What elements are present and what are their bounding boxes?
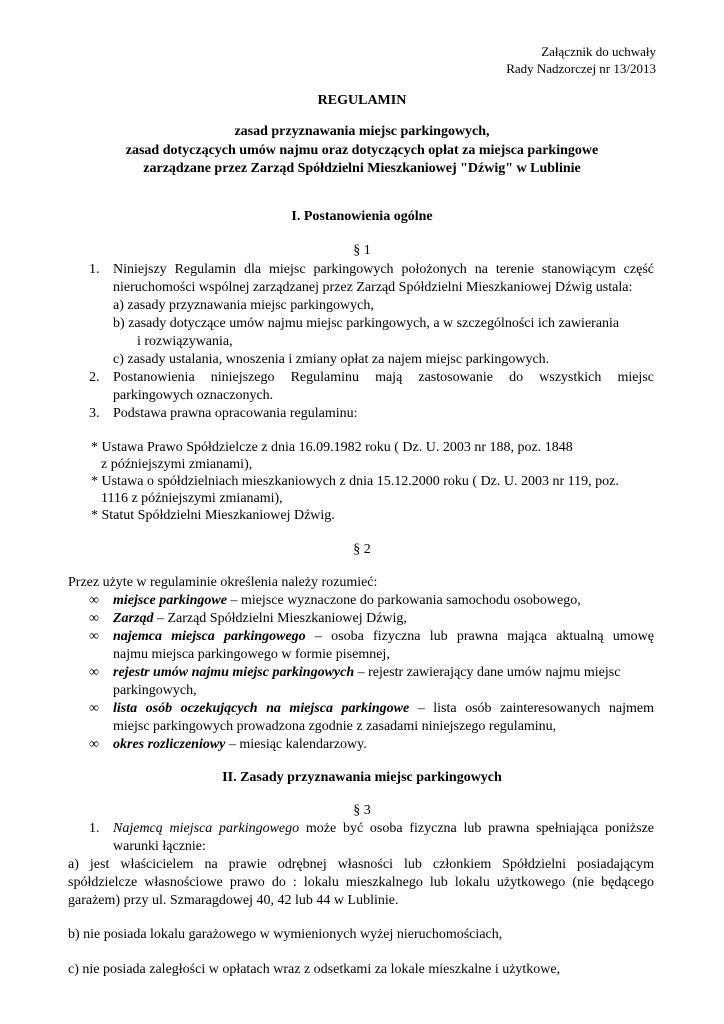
definition-term: najemca miejsca parkingowego (113, 629, 306, 644)
definition-term: Zarząd (113, 611, 154, 626)
definition-term: okres rozliczeniowy (113, 737, 226, 752)
law-reference-1: * Ustawa Prawo Spółdzielcze z dnia 16.09.1982 roku ( Dz. U. 2003 nr 188, poz. 1848 (91, 440, 573, 455)
definition-3-cont: najmu miejsca parkingowego w formie pisemnej, (113, 647, 390, 662)
condition-a-cont-2: garażem) przy ul. Szmaragdowej 40, 42 lub 44 w Lublinie. (68, 893, 399, 908)
bullet-icon: ∞ (89, 701, 99, 716)
definition-4 (113, 665, 620, 681)
section-1-heading: I. Postanowienia ogólne (291, 209, 433, 224)
definition-text: – osoba fizyczna lub prawna mająca aktualną umowę (305, 629, 654, 644)
definitions-intro: Przez użyte w regulaminie określenia należy rozumieć: (68, 575, 378, 590)
definition-5-cont: miejsc parkingowych prowadzona zgodnie z zasadami niniejszego regulaminu, (113, 719, 557, 734)
tenant-term: Najemcą miejsca parkingowego (113, 821, 300, 836)
attachment-note: Załącznik do uchwały (541, 44, 656, 59)
item-number: 1. (89, 262, 100, 277)
bullet-icon: ∞ (89, 665, 99, 680)
item-1-b-cont: i rozwiązywania, (137, 334, 233, 349)
definition-5 (113, 701, 654, 717)
law-reference-2-cont: 1116 z późniejszymi zmianami), (101, 491, 283, 506)
item-1-b: b) zasady dotyczące umów najmu miejsc parkingowych, a w szczególności ich zawierania (113, 316, 620, 331)
law-reference-2: * Ustawa o spółdzielniach mieszkaniowych z dnia 15.12.2000 roku ( Dz. U. 2003 nr 119, poz. (91, 474, 619, 489)
condition-c: c) nie posiada zaległości w opłatach wraz z odsetkami za lokale mieszkalne i użytkowe, (68, 962, 561, 977)
bullet-icon: ∞ (89, 611, 99, 626)
definition-text: – lista osób zainteresowanych najmem (409, 701, 654, 716)
item-2-text: Postanowienia niniejszego Regulaminu mają zastosowanie do wszystkich miejsc (113, 370, 654, 385)
bullet-icon: ∞ (89, 737, 99, 752)
definition-3 (113, 629, 654, 645)
resolution-number: Rady Nadzorczej nr 13/2013 (506, 61, 656, 76)
definition-6 (113, 737, 367, 753)
item-number: 3. (89, 406, 100, 421)
definition-term: rejestr umów najmu miejsc parkingowych (113, 665, 355, 680)
law-reference-1-cont: z późniejszymi zmianami), (101, 457, 253, 472)
item-1-a: a) zasady przyznawania miejsc parkingowych, (113, 298, 374, 313)
item-number: 1. (89, 821, 100, 836)
item-1-c: c) zasady ustalania, wnoszenia i zmiany opłat za najem miejsc parkingowych. (113, 352, 550, 367)
paragraph-2-heading: § 2 (353, 542, 371, 557)
condition-a: a) jest właścicielem na prawie odrębnej własności lub członkiem Spółdzielni posiadającym (68, 857, 654, 872)
definition-text: – miesiąc kalendarzowy. (225, 737, 367, 752)
item-1-text: Niniejszy Regulamin dla miejsc parkingowych położonych na terenie stanowiącym część (113, 262, 654, 277)
definition-1 (113, 593, 581, 609)
section-2-heading: II. Zasady przyznawania miejsc parkingowych (222, 770, 502, 785)
paragraph-3-heading: § 3 (353, 803, 371, 818)
item-3-text: Podstawa prawna opracowania regulaminu: (113, 406, 358, 421)
law-reference-3: * Statut Spółdzielni Mieszkaniowej Dźwig. (91, 508, 335, 523)
definition-term: lista osób oczekujących na miejsca parkingowe (113, 701, 410, 716)
definition-text: – miejsce wyznaczone do parkowania samochodu osobowego, (226, 593, 581, 608)
definition-2 (113, 611, 407, 627)
item-number: 2. (89, 370, 100, 385)
definition-4-cont: parkingowych, (113, 683, 197, 698)
subtitle-line-2: zasad dotyczących umów najmu oraz dotyczących opłat za miejsca parkingowe (125, 143, 599, 158)
item-1-text-cont: nieruchomości wspólnej zarządzanej przez Zarząd Spółdzielni Mieszkaniowej Dźwig ustala: (113, 280, 633, 295)
subtitle-line-3: zarządzane przez Zarząd Spółdzielni Mieszkaniowej "Dźwig" w Lublinie (143, 161, 581, 176)
condition-a-cont: spółdzielcze własnościowe prawo do : lokalu mieszkalnego lub lokalu użytkowego (nie będącego (68, 875, 654, 890)
subtitle-line-1: zasad przyznawania miejsc parkingowych, (234, 124, 490, 139)
section-2-item-1 (113, 821, 654, 837)
item-2-text-cont: parkingowych oznaczonych. (113, 388, 274, 403)
bullet-icon: ∞ (89, 593, 99, 608)
bullet-icon: ∞ (89, 629, 99, 644)
item-text: może być osoba fizyczna lub prawna spełniająca poniższe (299, 821, 654, 836)
document-title: REGULAMIN (317, 93, 407, 108)
paragraph-1-heading: § 1 (353, 243, 371, 258)
section-2-item-1-cont: warunki łącznie: (113, 839, 206, 854)
definition-text: – rejestr zawierający dane umów najmu miejsc (354, 665, 621, 680)
definition-text: – Zarząd Spółdzielni Mieszkaniowej Dźwig, (153, 611, 407, 626)
condition-b: b) nie posiada lokalu garażowego w wymienionych wyżej nieruchomościach, (68, 927, 503, 942)
definition-term: miejsce parkingowe (113, 593, 227, 608)
